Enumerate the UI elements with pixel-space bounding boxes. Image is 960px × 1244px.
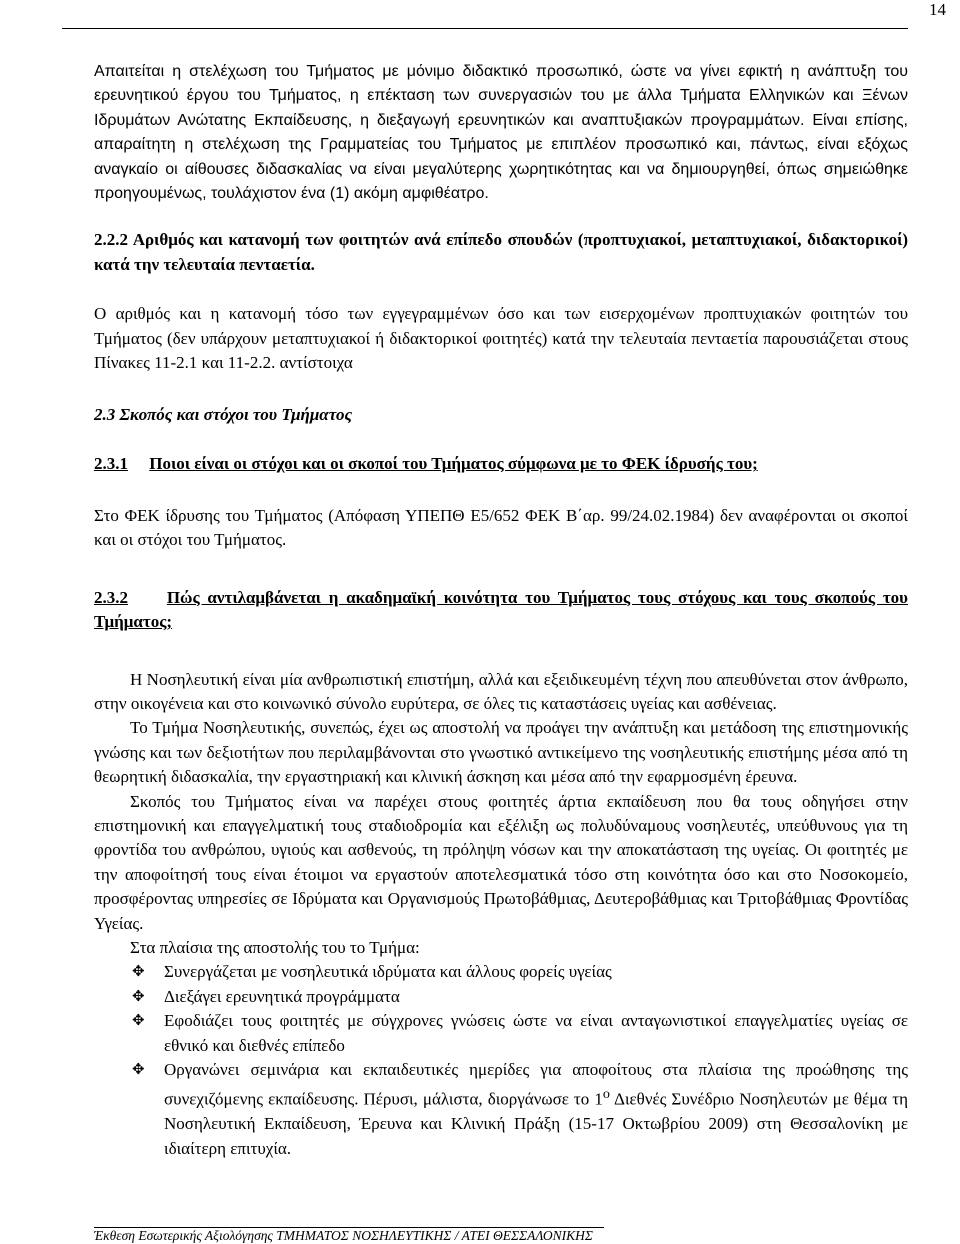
mission-list — [94, 960, 908, 1161]
diamond-bullet-icon: ✥ — [132, 1013, 145, 1030]
section-heading-2-3: 2.3 Σκοπός και στόχοι του Τμήματος — [94, 405, 353, 425]
section-title: Πώς αντιλαμβάνεται η ακαδημαϊκή κοινότητα του Τμήματος τους στόχους και τους σκοπούς του Τμήματος; — [94, 587, 909, 632]
diamond-bullet-icon: ✥ — [132, 988, 145, 1005]
ordinal-superscript: ο — [602, 1086, 610, 1103]
header-rule — [62, 28, 908, 29]
section-number: 2.3.1 — [94, 454, 128, 474]
section-heading-2-2-2 — [94, 228, 908, 277]
section-number: 2.2.2 — [94, 230, 128, 250]
list-item-text: Συνεργάζεται με νοσηλευτικά ιδρύματα και άλλους φορείς υγείας — [164, 962, 612, 982]
page-footer: Έκθεση Εσωτερικής Αξιολόγησης ΤΜΗΜΑΤΟΣ ΝΟΣΗΛΕΥΤΙΚΗΣ / ΑΤΕΙ ΘΕΣΣΑΛΟΝΙΚΗΣ — [94, 1228, 593, 1243]
list-item — [132, 1009, 908, 1058]
list-item-text: Εφοδιάζει τους φοιτητές με σύγχρονες γνώσεις ώστε να είναι ανταγωνιστικοί επαγγελματίες υγείας σε εθνικό και διεθνές επίπεδο — [164, 1011, 908, 1055]
section-heading-2-3-2 — [94, 586, 908, 635]
section-title: Ποιοι είναι οι στόχοι και οι σκοποί του Τμήματος σύμφωνα με το ΦΕΚ ίδρυσής του; — [149, 454, 758, 474]
diamond-bullet-icon: ✥ — [132, 1062, 145, 1078]
list-item — [132, 1058, 908, 1161]
mission-intro: Στα πλαίσια της αποστολής του το Τμήμα: — [130, 937, 420, 957]
diamond-bullet-icon: ✥ — [132, 964, 145, 981]
section-title: Αριθμός και κατανομή των φοιτητών ανά επίπεδο σπουδών (προπτυχιακοί, μεταπτυχιακοί, διδακτορικοί) κατά την τελευταία πενταετία. — [94, 230, 908, 274]
list-item-text: Διεξάγει ερευνητικά προγράμματα — [164, 986, 400, 1006]
department-aim-paragraph: Το Τμήμα Νοσηλευτικής, συνεπώς, έχει ως αποστολή να προάγει την ανάπτυξη και μετάδοση της επιστημονικής γνώσης και των δεξιοτήτων που περιλαμβάνονται στο γνωστικό αντικείμενο της νοσηλευτικής επιστήμης μέσα από τη θεωρητική διδασκαλία, την εργαστηριακή και κλινική άσκηση και μέσα από την εφαρμοσμένη έρευνα. — [94, 718, 908, 787]
education-goal-paragraph: Σκοπός του Τμήματος είναι να παρέχει στους φοιτητές άρτια εκπαίδευση που θα τους οδηγήσει στην επιστημονική και επαγγελματική τους σταδιοδρομία και εξέλιξη ως πολυδύναμους νοσηλευτές, υπεύθυνους για τη φροντίδα του ανθρώπου, υγιούς και ασθενούς, τη πρόληψη νόσων και την αποκατάσταση της υγείας. Οι φοιτητές με την αποφοίτησή τους είναι έτοιμοι να εργαστούν αποτελεσματικά τόσο στη κοινότητα όσο και στο Νοσοκομείο, προσφέροντας υπηρεσίες σε Ιδρύματα και Οργανισμούς Πρωτοβάθμιας, Δευτεροβάθμιας και Τριτοβάθμιας Φροντίδας Υγείας. — [94, 791, 908, 933]
students-paragraph: Ο αριθμός και η κατανομή τόσο των εγγεγραμμένων όσο και των εισερχομένων προπτυχιακών φοιτητών του Τμήματος (δεν υπάρχουν μεταπτυχιακοί ή διδακτορικοί φοιτητές) κατά την τελευταία πενταετία παρουσιάζεται στους Πίνακες 11-2.1 και 11-2.2. αντίστοιχα — [94, 304, 908, 373]
page-number: 14 — [929, 0, 946, 19]
staffing-paragraph: Απαιτείται η στελέχωση του Τμήματος με μόνιμο διδακτικό προσωπικό, ώστε να γίνει εφικτή η ανάπτυξη του ερευνητικού έργου του Τμήματος, η επέκταση των συνεργασιών του με άλλα Τμήματα Ελληνικών και Ξένων Ιδρυμάτων Ανώτατης Εκπαίδευσης, η διεξαγωγή ερευνητικών και αναπτυξιακών προγραμμάτων. Είναι επίσης, απαραίτητη η στελέχωση της Γραμματείας του Τμήματος με επιπλέον προσωπικό και, πάντως, είναι εξόχως αναγκαίο οι αίθουσες διδασκαλίας να είναι μεγαλύτερης χωρητικότητας και να δημιουργηθεί, όπως σημειώθηκε προηγουμένως, τουλάχιστον ένα (1) ακόμη αμφιθέατρο. — [94, 63, 908, 203]
nursing-science-paragraph: Η Νοσηλευτική είναι μία ανθρωπιστική επιστήμη, αλλά και εξειδικευμένη τέχνη που απευθύνεται στον άνθρωπο, στην οικογένεια και στο κοινωνικό σύνολο ευρύτερα, σε όλες τις καταστάσεις υγείας και ασθένειας. — [94, 669, 908, 713]
list-item-text: Οργανώνει σεμινάρια και εκπαιδευτικές ημερίδες για αποφοίτους στα πλαίσια της προώθησης της συνεχιζόμενης εκπαίδευσης. Πέρυσι, μάλιστα, διοργάνωσε το 1 — [164, 1060, 908, 1110]
fek-paragraph: Στο ΦΕΚ ίδρυσης του Τμήματος (Απόφαση ΥΠΕΠΘ Ε5/652 ΦΕΚ Β΄αρ. 99/24.02.1984) δεν αναφέρονται οι σκοποί και οι στόχοι του Τμήματος. — [94, 505, 908, 550]
list-item-text-continued: Διεθνές Συνέδριο Νοσηλευτών με θέμα τη Νοσηλευτική Εκπαίδευση, Έρευνα και Κλινική Πράξη (15-17 Οκτωβρίου 2009) στη Θεσσαλονίκη με ιδιαίτερη επιτυχία. — [164, 1090, 908, 1158]
section-heading-2-3-1 — [94, 452, 908, 476]
page-content — [94, 60, 908, 1161]
list-item — [132, 985, 908, 1009]
section-number: 2.3.2 — [94, 587, 128, 607]
list-item — [132, 960, 908, 984]
